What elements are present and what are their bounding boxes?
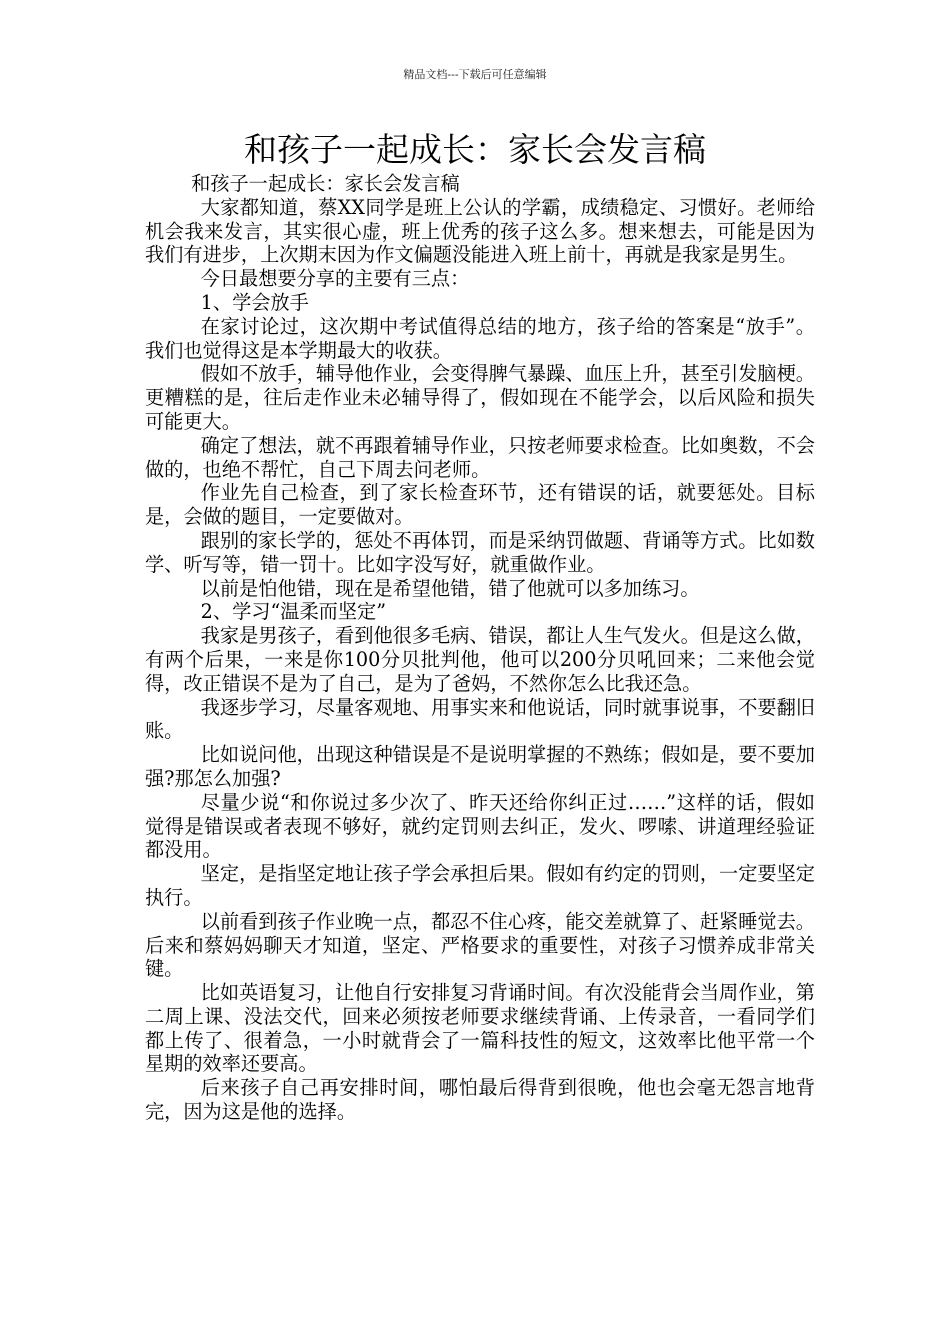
subtitle-paragraph: 和孩子一起成长：家长会发言稿 — [191, 172, 460, 195]
section-heading: 1、学会放手 — [200, 290, 309, 314]
body-paragraph: 以前是怕他错，现在是希望他错，错了他就可以多加练习。 — [200, 576, 700, 600]
body-paragraph: 确定了想法，就不再跟着辅导作业，只按老师要求检查。比如奥数，不会做的，也绝不帮忙，自己下周去问老师。 — [145, 433, 815, 481]
body-paragraph: 作业先自己检查，到了家长检查环节，还有错误的话，就要惩处。目标是，会做的题目，一定要做对。 — [145, 481, 815, 529]
document-body — [145, 172, 815, 1124]
document-title: 和孩子一起成长：家长会发言稿 — [244, 130, 706, 169]
body-paragraph: 后来孩子自己再安排时间，哪怕最后得背到很晚，他也会毫无怨言地背完，因为这是他的选择。 — [145, 1076, 815, 1124]
body-paragraph: 大家都知道，蔡XX同学是班上公认的学霸，成绩稳定、习惯好。老师给机会我来发言，其实很心虚，班上优秀的孩子这么多。想来想去，可能是因为我们有进步，上次期末因为作文偏题没能进入班上前十，再就是我家是男生。 — [145, 195, 815, 267]
body-paragraph: 以前看到孩子作业晚一点，都忍不住心疼，能交差就算了、赶紧睡觉去。后来和蔡妈妈聊天才知道，坚定、严格要求的重要性，对孩子习惯养成非常关键。 — [145, 909, 815, 981]
body-paragraph: 我家是男孩子，看到他很多毛病、错误，都让人生气发火。但是这么做，有两个后果，一来是你100分贝批判他，他可以200分贝吼回来；二来他会觉得，改正错误不是为了自己，是为了爸妈，不然你怎么比我还急。 — [145, 624, 815, 695]
body-paragraph: 尽量少说“和你说过多少次了、昨天还给你纠正过……”这样的话，假如觉得是错误或者表现不够好，就约定罚则去纠正，发火、啰嗦、讲道理经验证都没用。 — [145, 790, 815, 862]
body-paragraph: 比如说问他，出现这种错误是不是说明掌握的不熟练；假如是，要不要加强?那怎么加强? — [145, 743, 815, 790]
body-paragraph: 假如不放手，辅导他作业，会变得脾气暴躁、血压上升，甚至引发脑梗。更糟糕的是，往后走作业未必辅导得了，假如现在不能学会，以后风险和损失可能更大。 — [145, 362, 815, 433]
section-heading: 2、学习“温柔而坚定” — [200, 600, 386, 624]
body-paragraph: 跟别的家长学的，惩处不再体罚，而是采纳罚做题、背诵等方式。比如数学、听写等，错一罚十。比如字没写好，就重做作业。 — [145, 528, 815, 576]
body-paragraph: 比如英语复习，让他自行安排复习背诵时间。有次没能背会当周作业，第二周上课、没法交代，回来必须按老师要求继续背诵、上传录音，一看同学们都上传了、很着急，一小时就背会了一篇科技性的短文，这效率比他平常一个星期的效率还要高。 — [145, 981, 815, 1076]
body-paragraph: 我逐步学习，尽量客观地、用事实来和他说话，同时就事说事，不要翻旧账。 — [145, 695, 815, 743]
body-paragraph: 坚定，是指坚定地让孩子学会承担后果。假如有约定的罚则，一定要坚定执行。 — [145, 862, 815, 909]
header-note: 精品文档---下载后可任意编辑 — [403, 68, 547, 81]
body-paragraph: 今日最想要分享的主要有三点： — [200, 267, 470, 291]
body-paragraph: 在家讨论过，这次期中考试值得总结的地方，孩子给的答案是“放手”。我们也觉得这是本学期最大的收获。 — [145, 314, 815, 362]
